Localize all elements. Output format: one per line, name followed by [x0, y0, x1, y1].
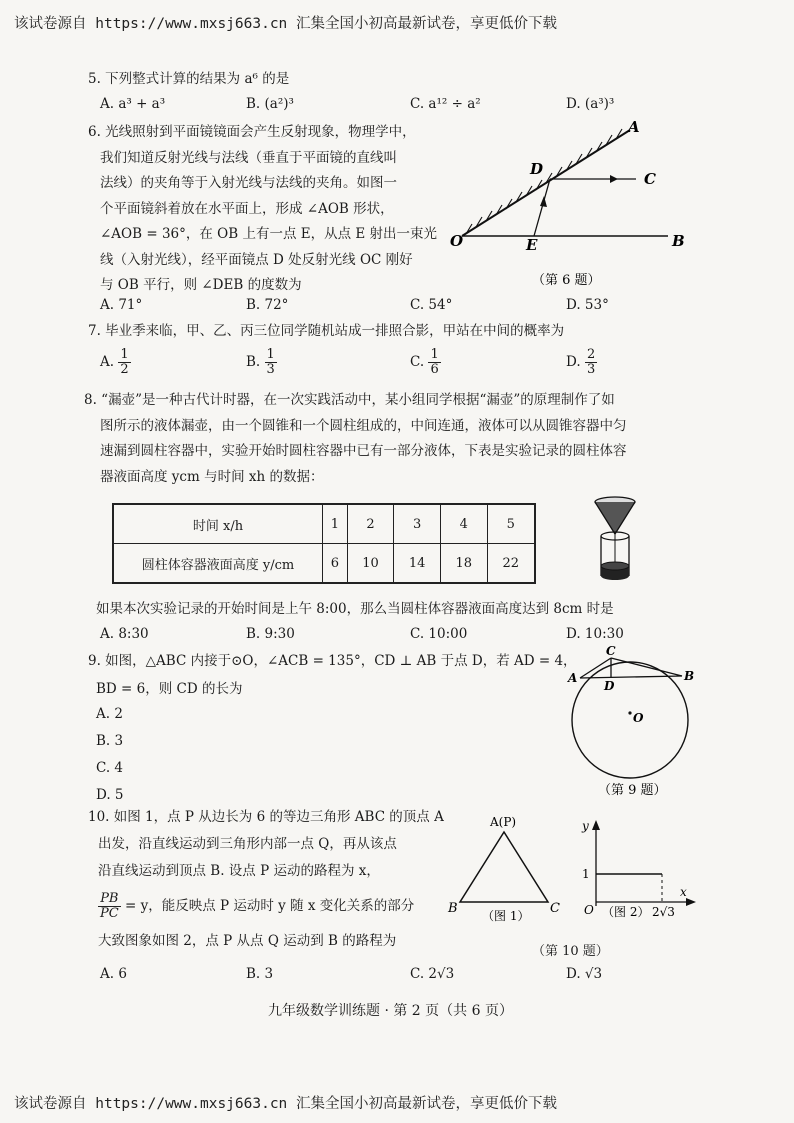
q9-line-2: BD = 6，则 CD 的长为: [96, 681, 243, 697]
q7-option-c-fraction: $\frac{1}{6}$: [430, 347, 439, 377]
q8-line-4: 器液面高度 ycm 与时间 xh 的数据：: [100, 468, 324, 485]
table-cell: 14: [394, 544, 441, 584]
table-row: [113, 504, 535, 544]
q10-fig2-x-value: 2√3: [652, 905, 675, 919]
q7-option-b-fraction: $\frac{1}{3}$: [266, 347, 275, 377]
q8-option-c: C. 10:00: [410, 626, 468, 642]
q6-line-4: 个平面镜斜着放在水平面上，形成 ∠AOB 形状，: [100, 200, 394, 217]
q6-label-c: C: [644, 170, 656, 188]
bottom-banner: 该试卷源自 https://www.mxsj663.cn 汇集全国小初高最新试卷，享更低价下载: [14, 1096, 558, 1112]
table-cell: 1: [323, 504, 348, 544]
table-row: [113, 544, 535, 584]
q7-option-d-fraction: $\frac{2}{3}$: [586, 347, 596, 377]
q10-fraction-rest: = y，能反映点 P 运动时 y 随 x 变化关系的部分: [125, 898, 415, 914]
q10-option-b: B. 3: [246, 966, 274, 982]
q10-fig2-y-label: y: [582, 819, 589, 833]
q9-option-d: D. 5: [96, 787, 124, 803]
q5-option-d: D. (a³)³: [566, 96, 615, 112]
q6-line-2: 我们知道反射光线与法线（垂直于平面镜的直线叫: [100, 149, 397, 166]
q6-line-5: ∠AOB = 36°，在 OB 上有一点 E，从点 E 射出一束光: [100, 226, 438, 242]
table-cell: 2: [347, 504, 394, 544]
q7-option-c-letter: C.: [410, 354, 425, 370]
q10-figure-2: [568, 816, 698, 926]
q9-label-d: D: [604, 679, 615, 693]
q6-option-d: D. 53°: [566, 297, 609, 313]
q6-figure: [440, 112, 700, 292]
q9-option-c: C. 4: [96, 760, 124, 776]
q7-option-a: [100, 348, 131, 377]
q8-stem: [84, 388, 627, 490]
table-cell: 18: [440, 544, 487, 584]
q10-fig2-caption: （图 2）: [602, 905, 650, 919]
q7-stem: 7. 毕业季来临，甲、乙、丙三位同学随机站成一排照合影，甲站在中间的概率为: [88, 323, 565, 339]
q6-option-a: A. 71°: [100, 297, 143, 313]
q5-option-c: C. a¹² ÷ a²: [410, 96, 481, 112]
q10-line-5: 大致图象如图 2，点 P 从点 Q 运动到 B 的路程为: [98, 933, 397, 949]
q10-option-a: A. 6: [100, 966, 127, 982]
top-banner: 该试卷源自 https://www.mxsj663.cn 汇集全国小初高最新试卷，享更低价下载: [14, 16, 558, 32]
q9-caption: （第 9 题）: [598, 783, 667, 798]
q10-option-d: D. √3: [566, 966, 603, 982]
q5-stem: 5. 下列整式计算的结果为 a⁶ 的是: [88, 71, 290, 87]
q9-option-a: A. 2: [96, 706, 123, 722]
page-footer: 九年级数学训练题 · 第 2 页（共 6 页）: [268, 1003, 513, 1019]
table-cell: 5: [487, 504, 535, 544]
table-cell: 22: [487, 544, 535, 584]
q7-option-a-fraction: $\frac{1}{2}$: [120, 347, 129, 377]
q5-option-a: A. a³ + a³: [100, 96, 166, 112]
q7-option-c: [410, 348, 441, 377]
water-clock-figure: [585, 492, 645, 592]
q6-label-o: O: [450, 232, 464, 250]
q10-line-3: 沿直线运动到顶点 B. 设点 P 运动的路程为 x，: [98, 863, 380, 879]
table-cell: 3: [394, 504, 441, 544]
q8-line-2: 图所示的液体漏壶，由一个圆锥和一个圆柱组成的，中间连通，液体可以从圆锥容器中匀: [100, 417, 627, 434]
q10-fig1-label-c: C: [550, 901, 560, 916]
q6-label-b: B: [672, 232, 685, 250]
q9-line-1: 9. 如图，△ABC 内接于⊙O，∠ACB = 135°，CD ⊥ AB 于点 D，若 AD = 4，: [88, 653, 577, 669]
q9-label-a: A: [568, 671, 578, 685]
q6-stem: [88, 120, 437, 299]
q8-line-1: 8. “漏壶”是一种古代计时器，在一次实践活动中，某小组同学根据“漏壶”的原理制作了如: [84, 392, 615, 408]
table-cell: 10: [347, 544, 394, 584]
q9-label-c: C: [606, 644, 616, 658]
q6-line-3: 法线）的夹角等于入射光线与法线的夹角。如图一: [100, 175, 397, 191]
q10-fig2-origin: O: [584, 903, 594, 917]
table-cell: 4: [440, 504, 487, 544]
q10-fig2-x-label: x: [680, 885, 687, 899]
q6-label-d: D: [530, 160, 544, 178]
q6-line-1: 6. 光线照射到平面镜镜面会产生反射现象，物理学中，: [88, 124, 416, 140]
q6-option-b: B. 72°: [246, 297, 289, 313]
q6-line-7: 与 OB 平行，则 ∠DEB 的度数为: [100, 277, 302, 293]
q6-option-c: C. 54°: [410, 297, 453, 313]
table-header-height: 圆柱体容器液面高度 y/cm: [113, 544, 323, 584]
q7-option-b-letter: B.: [246, 354, 261, 370]
q7-option-d: [566, 348, 597, 377]
q10-line-4: [98, 888, 414, 924]
q6-label-a: A: [628, 118, 640, 136]
q6-label-e: E: [526, 236, 538, 254]
q10-fig1-caption: （图 1）: [482, 909, 530, 923]
q7-option-b: [246, 348, 277, 377]
q10-fig2-one-label: 1: [582, 867, 590, 881]
q8-data-table: [112, 503, 536, 584]
q10-fig1-label-b: B: [448, 901, 458, 916]
table-cell: 6: [323, 544, 348, 584]
q9-option-b: B. 3: [96, 733, 124, 749]
q9-figure: [566, 642, 706, 802]
q6-caption: （第 6 题）: [532, 273, 601, 288]
q9-label-o: O: [633, 711, 644, 725]
q10-fraction: $\frac{PB}{PC}$: [100, 891, 119, 921]
q10-line-2: 出发，沿直线运动到三角形内部一点 Q，再从该点: [98, 836, 397, 852]
q8-after-text: 如果本次实验记录的开始时间是上午 8:00，那么当圆柱体容器液面高度达到 8cm 时是: [96, 601, 614, 617]
q6-line-6: 线（入射光线），经平面镜点 D 处反射光线 OC 刚好: [100, 251, 413, 268]
q10-caption: （第 10 题）: [532, 944, 609, 959]
q8-line-3: 速漏到圆柱容器中，实验开始时圆柱容器中已有一部分液体，下表是实验记录的圆柱体容: [100, 443, 627, 459]
q7-option-d-letter: D.: [566, 354, 581, 370]
q9-label-b: B: [684, 669, 695, 683]
q5-option-b: B. (a²)³: [246, 96, 294, 112]
q8-option-b: B. 9:30: [246, 626, 295, 642]
q10-option-c: C. 2√3: [410, 966, 455, 982]
q8-option-a: A. 8:30: [100, 626, 149, 642]
q10-line-1: 10. 如图 1，点 P 从边长为 6 的等边三角形 ABC 的顶点 A: [88, 809, 444, 825]
q8-option-d: D. 10:30: [566, 626, 624, 642]
q7-option-a-letter: A.: [100, 354, 115, 370]
table-header-time: 时间 x/h: [113, 504, 323, 544]
q10-figure-1: [446, 812, 566, 930]
q10-fig1-label-a: A(P): [490, 815, 517, 829]
